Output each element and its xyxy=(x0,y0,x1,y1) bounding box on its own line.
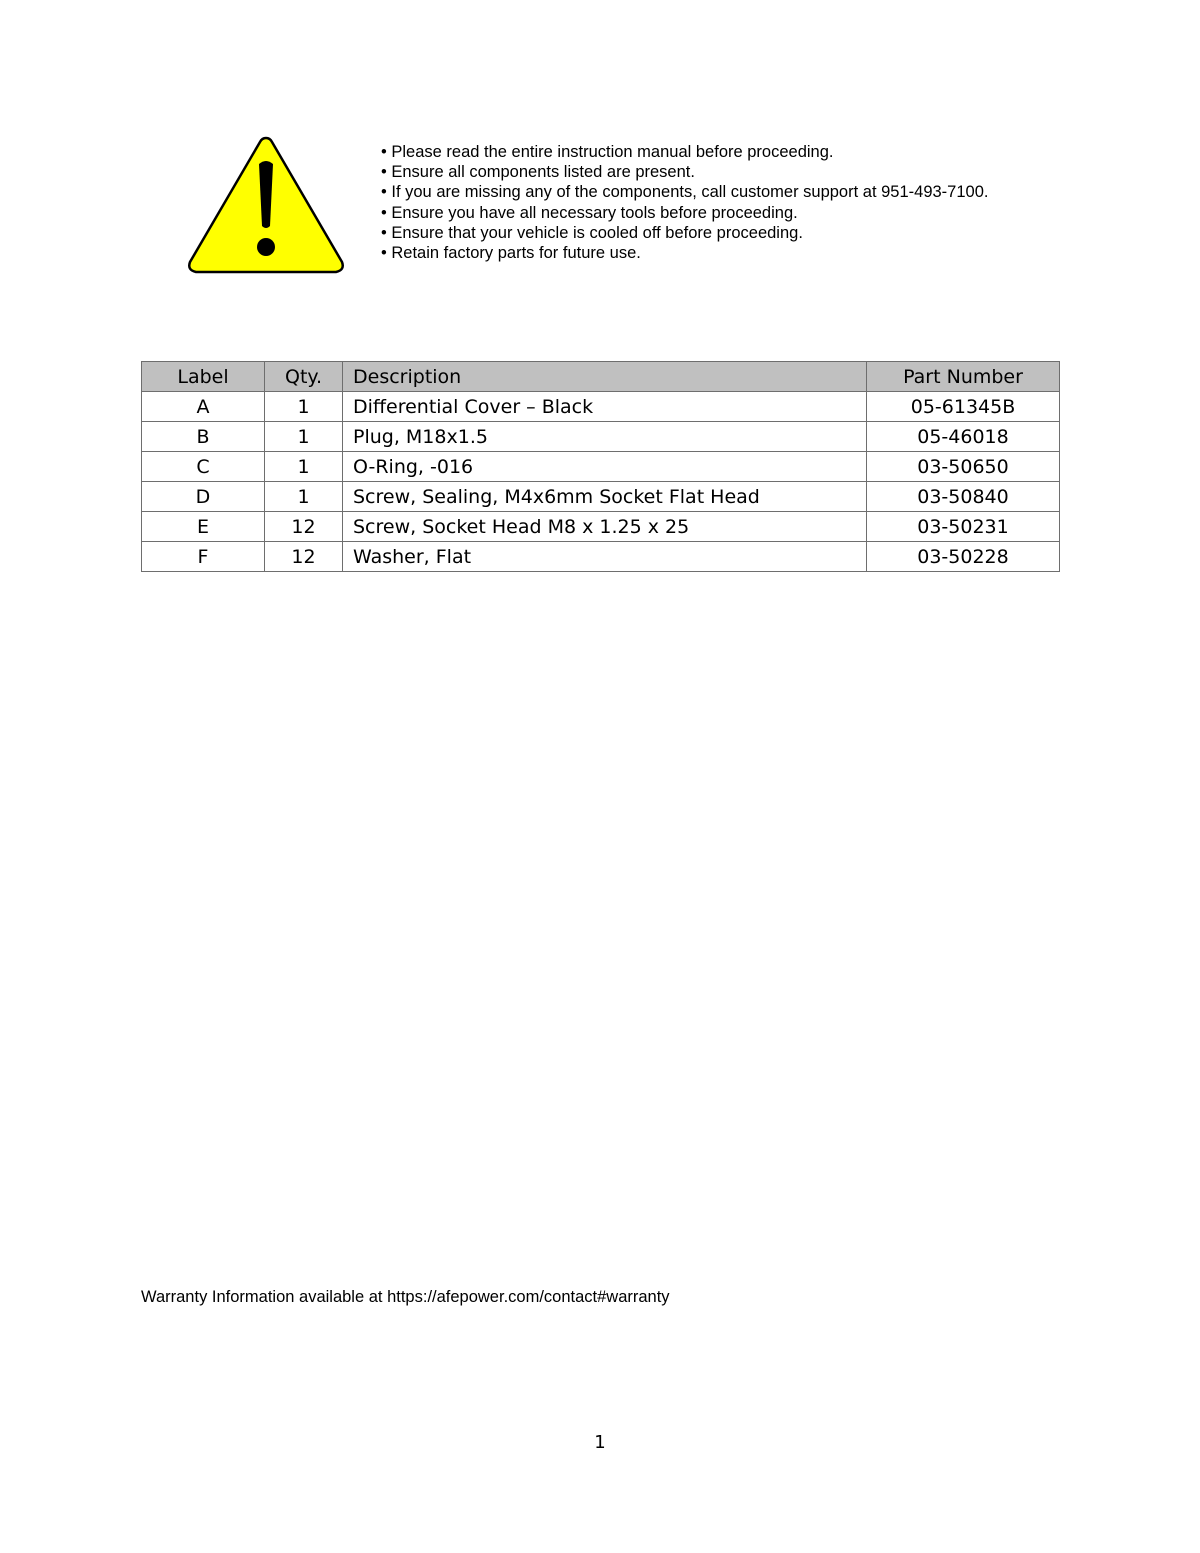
cell-qty: 12 xyxy=(265,512,343,542)
warning-triangle-icon xyxy=(186,134,346,276)
warranty-info: Warranty Information available at https://afepower.com/contact#warranty xyxy=(141,1288,670,1306)
column-header-label: Label xyxy=(142,362,265,392)
parts-table xyxy=(141,361,1060,572)
cell-label: D xyxy=(142,482,265,512)
cell-part-number: 05-46018 xyxy=(867,422,1060,452)
cell-qty: 1 xyxy=(265,392,343,422)
column-header-qty: Qty. xyxy=(265,362,343,392)
column-header-description: Description xyxy=(343,362,867,392)
cell-part-number: 03-50231 xyxy=(867,512,1060,542)
cell-label: A xyxy=(142,392,265,422)
table-row xyxy=(142,392,1060,422)
table-row xyxy=(142,482,1060,512)
table-row xyxy=(142,512,1060,542)
cell-qty: 1 xyxy=(265,452,343,482)
cell-qty: 1 xyxy=(265,482,343,512)
cell-qty: 12 xyxy=(265,542,343,572)
cell-part-number: 03-50228 xyxy=(867,542,1060,572)
table-row xyxy=(142,542,1060,572)
cell-label: B xyxy=(142,422,265,452)
table-header-row xyxy=(142,362,1060,392)
cell-part-number: 03-50840 xyxy=(867,482,1060,512)
cell-description: Screw, Sealing, M4x6mm Socket Flat Head xyxy=(343,482,867,512)
cell-description: Plug, M18x1.5 xyxy=(343,422,867,452)
warning-list xyxy=(381,142,988,263)
warning-item: • Ensure all components listed are present. xyxy=(381,162,988,182)
column-header-part-number: Part Number xyxy=(867,362,1060,392)
cell-label: E xyxy=(142,512,265,542)
cell-description: Differential Cover – Black xyxy=(343,392,867,422)
table-row xyxy=(142,422,1060,452)
page-number: 1 xyxy=(594,1432,606,1453)
table-row xyxy=(142,452,1060,482)
cell-description: O-Ring, -016 xyxy=(343,452,867,482)
cell-part-number: 05-61345B xyxy=(867,392,1060,422)
cell-label: F xyxy=(142,542,265,572)
cell-qty: 1 xyxy=(265,422,343,452)
warning-item: • Retain factory parts for future use. xyxy=(381,243,988,263)
warning-item: • Ensure that your vehicle is cooled off before proceeding. xyxy=(381,223,988,243)
warning-item: • Please read the entire instruction manual before proceeding. xyxy=(381,142,988,162)
cell-description: Screw, Socket Head M8 x 1.25 x 25 xyxy=(343,512,867,542)
cell-label: C xyxy=(142,452,265,482)
warning-item: • If you are missing any of the components, call customer support at 951-493-7100. xyxy=(381,182,988,202)
cell-part-number: 03-50650 xyxy=(867,452,1060,482)
warning-item: • Ensure you have all necessary tools before proceeding. xyxy=(381,203,988,223)
cell-description: Washer, Flat xyxy=(343,542,867,572)
